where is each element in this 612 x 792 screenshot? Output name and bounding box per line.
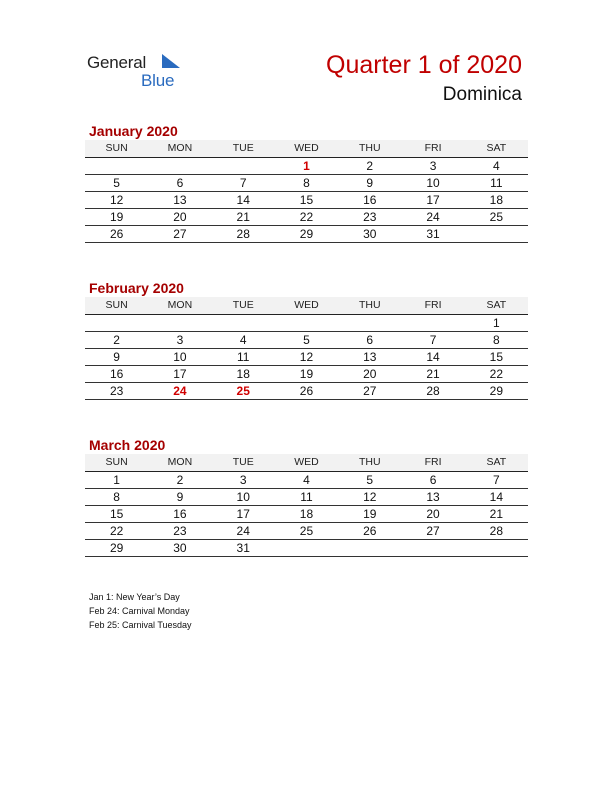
day-cell: 31	[236, 541, 250, 555]
weekday-label: TUE	[232, 142, 254, 154]
day-cell: 7	[429, 333, 437, 347]
day-cell: 17	[426, 193, 440, 207]
empty-day-cell	[212, 158, 275, 174]
day-cell: 8	[492, 333, 500, 347]
empty-day-cell	[212, 315, 275, 331]
empty-day-cell	[401, 540, 464, 556]
logo-text-blue: Blue	[141, 71, 175, 90]
day-cell: 22	[109, 524, 124, 538]
week-row	[85, 383, 528, 400]
weekday-label: TUE	[232, 299, 254, 311]
weekday-label: FRI	[424, 456, 442, 468]
day-cell: 7	[492, 473, 500, 487]
day-cell: 31	[426, 227, 440, 241]
day-cell: 1	[303, 159, 310, 173]
week-row	[85, 209, 528, 226]
empty-day-cell	[275, 540, 338, 556]
day-cell: 27	[426, 524, 440, 538]
weekday-label: MON	[167, 299, 193, 311]
day-cell: 13	[426, 490, 440, 504]
week-row	[85, 226, 528, 243]
empty-day-cell	[401, 315, 464, 331]
weekday-label: TUE	[232, 456, 254, 468]
day-cell: 16	[173, 507, 187, 521]
day-cell: 28	[426, 384, 440, 398]
weekday-label: SUN	[105, 142, 128, 154]
day-cell: 16	[363, 193, 377, 207]
day-cell: 30	[363, 227, 377, 241]
day-cell: 2	[113, 333, 120, 347]
empty-day-cell	[85, 158, 148, 174]
day-cell: 11	[236, 350, 250, 364]
week-row	[85, 506, 528, 523]
day-cell: 11	[300, 490, 313, 504]
day-cell: 1	[113, 473, 120, 487]
day-cell: 14	[426, 350, 440, 364]
week-row	[85, 540, 528, 557]
day-cell: 15	[489, 350, 503, 364]
week-row	[85, 366, 528, 383]
day-cell: 25	[236, 384, 250, 398]
empty-day-cell	[465, 540, 528, 556]
day-cell: 15	[299, 193, 314, 207]
day-cell: 22	[489, 367, 503, 381]
weekday-label: WED	[294, 142, 319, 154]
weekday-label: FRI	[424, 142, 442, 154]
day-cell: 2	[176, 473, 184, 487]
day-cell: 3	[176, 333, 184, 347]
day-cell: 20	[173, 210, 187, 224]
day-cell: 11	[490, 176, 503, 190]
month-title: February 2020	[89, 280, 184, 296]
day-cell: 2	[366, 159, 374, 173]
day-cell: 29	[299, 227, 314, 241]
day-cell: 5	[303, 333, 310, 347]
day-cell: 8	[113, 490, 120, 504]
empty-day-cell	[275, 315, 338, 331]
weekday-header-row	[85, 140, 528, 158]
weekday-label: THU	[358, 142, 381, 154]
calendar-grid	[85, 297, 528, 400]
day-cell: 14	[236, 193, 250, 207]
day-cell: 29	[109, 541, 124, 555]
day-cell: 6	[429, 473, 437, 487]
week-row	[85, 472, 528, 489]
week-row	[85, 315, 528, 332]
day-cell: 18	[236, 367, 250, 381]
empty-day-cell	[465, 226, 528, 242]
day-cell: 7	[239, 176, 247, 190]
day-cell: 4	[492, 159, 500, 173]
day-cell: 3	[239, 473, 247, 487]
week-row	[85, 489, 528, 506]
month-title: January 2020	[89, 123, 178, 139]
country-name: Dominica	[442, 84, 522, 105]
day-cell: 3	[429, 159, 437, 173]
logo-triangle-icon	[160, 54, 180, 70]
empty-day-cell	[148, 315, 211, 331]
day-cell: 9	[113, 350, 120, 364]
day-cell: 14	[489, 490, 503, 504]
weekday-label: WED	[294, 456, 319, 468]
day-cell: 4	[303, 473, 310, 487]
day-cell: 4	[239, 333, 247, 347]
empty-day-cell	[338, 315, 401, 331]
day-cell: 22	[299, 210, 314, 224]
weekday-label: WED	[294, 299, 319, 311]
day-cell: 19	[363, 507, 377, 521]
week-row	[85, 175, 528, 192]
day-cell: 21	[489, 507, 503, 521]
day-cell: 19	[109, 210, 124, 224]
day-cell: 30	[173, 541, 187, 555]
week-row	[85, 332, 528, 349]
day-cell: 26	[363, 524, 377, 538]
day-cell: 23	[173, 524, 187, 538]
day-cell: 15	[109, 507, 124, 521]
calendar-grid	[85, 454, 528, 557]
empty-day-cell	[338, 540, 401, 556]
day-cell: 9	[176, 490, 184, 504]
day-cell: 25	[489, 210, 503, 224]
day-cell: 12	[363, 490, 377, 504]
holiday-note: Jan 1: New Year’s Day	[89, 592, 180, 602]
day-cell: 26	[299, 384, 314, 398]
weekday-label: THU	[358, 456, 381, 468]
day-cell: 18	[489, 193, 503, 207]
day-cell: 12	[299, 350, 314, 364]
day-cell: 6	[176, 176, 184, 190]
week-row	[85, 192, 528, 209]
weekday-header-row	[85, 297, 528, 315]
month-title: March 2020	[89, 437, 166, 453]
day-cell: 23	[109, 384, 124, 398]
day-cell: 1	[492, 316, 500, 330]
weekday-label: SUN	[105, 456, 128, 468]
day-cell: 10	[426, 176, 440, 190]
holiday-notes	[89, 590, 192, 632]
page-title: Quarter 1 of 2020	[326, 51, 522, 79]
day-cell: 18	[299, 507, 314, 521]
day-cell: 24	[173, 384, 187, 398]
day-cell: 13	[173, 193, 187, 207]
day-cell: 13	[363, 350, 377, 364]
weekday-label: SAT	[486, 299, 507, 311]
week-row	[85, 158, 528, 175]
day-cell: 27	[173, 227, 187, 241]
day-cell: 5	[366, 473, 374, 487]
day-cell: 29	[489, 384, 503, 398]
day-cell: 9	[366, 176, 374, 190]
day-cell: 6	[366, 333, 374, 347]
weekday-label: THU	[358, 299, 381, 311]
weekday-label: FRI	[424, 299, 442, 311]
day-cell: 8	[303, 176, 310, 190]
brand-logo	[87, 50, 197, 90]
weekday-label: MON	[167, 142, 193, 154]
day-cell: 17	[173, 367, 187, 381]
day-cell: 24	[236, 524, 250, 538]
day-cell: 25	[299, 524, 314, 538]
day-cell: 27	[363, 384, 377, 398]
day-cell: 21	[236, 210, 250, 224]
weekday-label: SUN	[105, 299, 128, 311]
day-cell: 12	[109, 193, 124, 207]
empty-day-cell	[148, 158, 211, 174]
day-cell: 10	[236, 490, 250, 504]
holiday-note: Feb 25: Carnival Tuesday	[89, 620, 192, 630]
day-cell: 19	[299, 367, 314, 381]
day-cell: 24	[426, 210, 440, 224]
day-cell: 20	[426, 507, 440, 521]
weekday-label: SAT	[486, 142, 507, 154]
holiday-note: Feb 24: Carnival Monday	[89, 606, 190, 616]
week-row	[85, 349, 528, 366]
week-row	[85, 523, 528, 540]
day-cell: 5	[113, 176, 120, 190]
day-cell: 20	[363, 367, 377, 381]
day-cell: 21	[426, 367, 440, 381]
calendar-grid	[85, 140, 528, 243]
day-cell: 17	[236, 507, 250, 521]
day-cell: 28	[489, 524, 503, 538]
day-cell: 23	[363, 210, 377, 224]
weekday-header-row	[85, 454, 528, 472]
day-cell: 16	[109, 367, 124, 381]
empty-day-cell	[85, 315, 148, 331]
day-cell: 26	[109, 227, 124, 241]
day-cell: 28	[236, 227, 250, 241]
weekday-label: SAT	[486, 456, 507, 468]
day-cell: 10	[173, 350, 187, 364]
weekday-label: MON	[167, 456, 193, 468]
logo-text-general: General	[87, 53, 147, 72]
